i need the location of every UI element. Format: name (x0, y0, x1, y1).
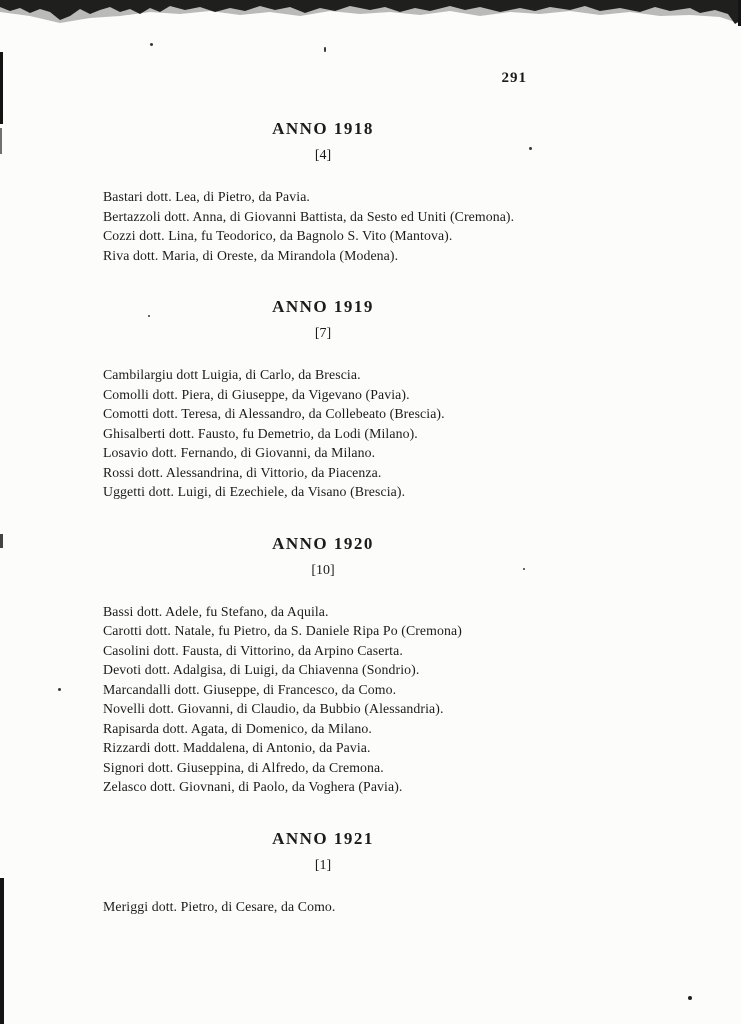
section-count: [10] (311, 562, 335, 578)
scan-edge-mark (0, 878, 4, 1024)
list-item: Cambilargiu dott Luigia, di Carlo, da Brescia. (103, 367, 361, 382)
list-item: Carotti dott. Natale, fu Pietro, da S. Daniele Ripa Po (Cremona) (103, 623, 462, 638)
scan-edge-mark (0, 128, 2, 154)
section-heading: ANNO 1921 (272, 828, 374, 848)
list-item: Casolini dott. Fausta, di Vittorino, da Arpino Caserta. (103, 642, 403, 658)
list-item: Comolli dott. Piera, di Giuseppe, da Vigevano (Pavia). (103, 386, 410, 402)
section-heading: ANNO 1918 (272, 119, 374, 138)
scan-speck (688, 996, 692, 1000)
section-heading: ANNO 1920 (272, 533, 374, 553)
section-count: [4] (314, 148, 332, 163)
scan-edge-mark (0, 52, 3, 124)
list-item: Rapisarda dott. Agata, di Domenico, da Milano. (103, 720, 372, 736)
entry-list (103, 602, 543, 797)
list-item: Devoti dott. Adalgisa, di Luigi, da Chiavenna (Sondrio). (103, 662, 420, 677)
list-item: Bastari dott. Lea, di Pietro, da Pavia. (103, 189, 310, 204)
entry-list (103, 897, 543, 917)
page-number: 291 (501, 70, 527, 86)
section-count: [7] (314, 326, 332, 341)
list-item: Ghisalberti dott. Fausto, fu Demetrio, da Lodi (Milano). (103, 425, 418, 441)
list-item: Comotti dott. Teresa, di Alessandro, da Collebeato (Brescia). (103, 406, 445, 421)
list-item: Rizzardi dott. Maddalena, di Antonio, da Pavia. (103, 740, 371, 755)
list-item: Zelasco dott. Giovnani, di Paolo, da Voghera (Pavia). (103, 779, 403, 794)
list-item: Bertazzoli dott. Anna, di Giovanni Battista, da Sesto ed Uniti (Cremona). (103, 208, 515, 224)
sections (103, 119, 543, 916)
section-count: [1] (314, 857, 332, 873)
year-section (103, 297, 543, 502)
list-item: Cozzi dott. Lina, fu Teodorico, da Bagnolo S. Vito (Mantova). (103, 228, 453, 243)
scan-edge-mark (0, 534, 3, 548)
list-item: Novelli dott. Giovanni, di Claudio, da Bubbio (Alessandria). (103, 701, 444, 716)
section-heading: ANNO 1919 (272, 297, 374, 316)
list-item: Signori dott. Giuseppina, di Alfredo, da Cremona. (103, 759, 384, 775)
list-item: Marcandalli dott. Giuseppe, di Francesco, da Como. (103, 681, 397, 697)
list-item: Uggetti dott. Luigi, di Ezechiele, da Visano (Brescia). (103, 484, 406, 499)
list-item: Rossi dott. Alessandrina, di Vittorio, da Piacenza. (103, 464, 382, 480)
year-section (103, 119, 543, 265)
list-item: Meriggi dott. Pietro, di Cesare, da Como. (103, 898, 336, 914)
list-item: Bassi dott. Adele, fu Stefano, da Aquila. (103, 603, 329, 619)
year-section (103, 829, 543, 917)
list-item: Riva dott. Maria, di Oreste, da Mirandola (Modena). (103, 247, 399, 263)
entry-list (103, 365, 543, 502)
scan-speck (58, 688, 61, 691)
entry-list (103, 187, 543, 265)
year-section (103, 534, 543, 797)
text-column (103, 0, 543, 916)
list-item: Losavio dott. Fernando, di Giovanni, da Milano. (103, 445, 376, 460)
